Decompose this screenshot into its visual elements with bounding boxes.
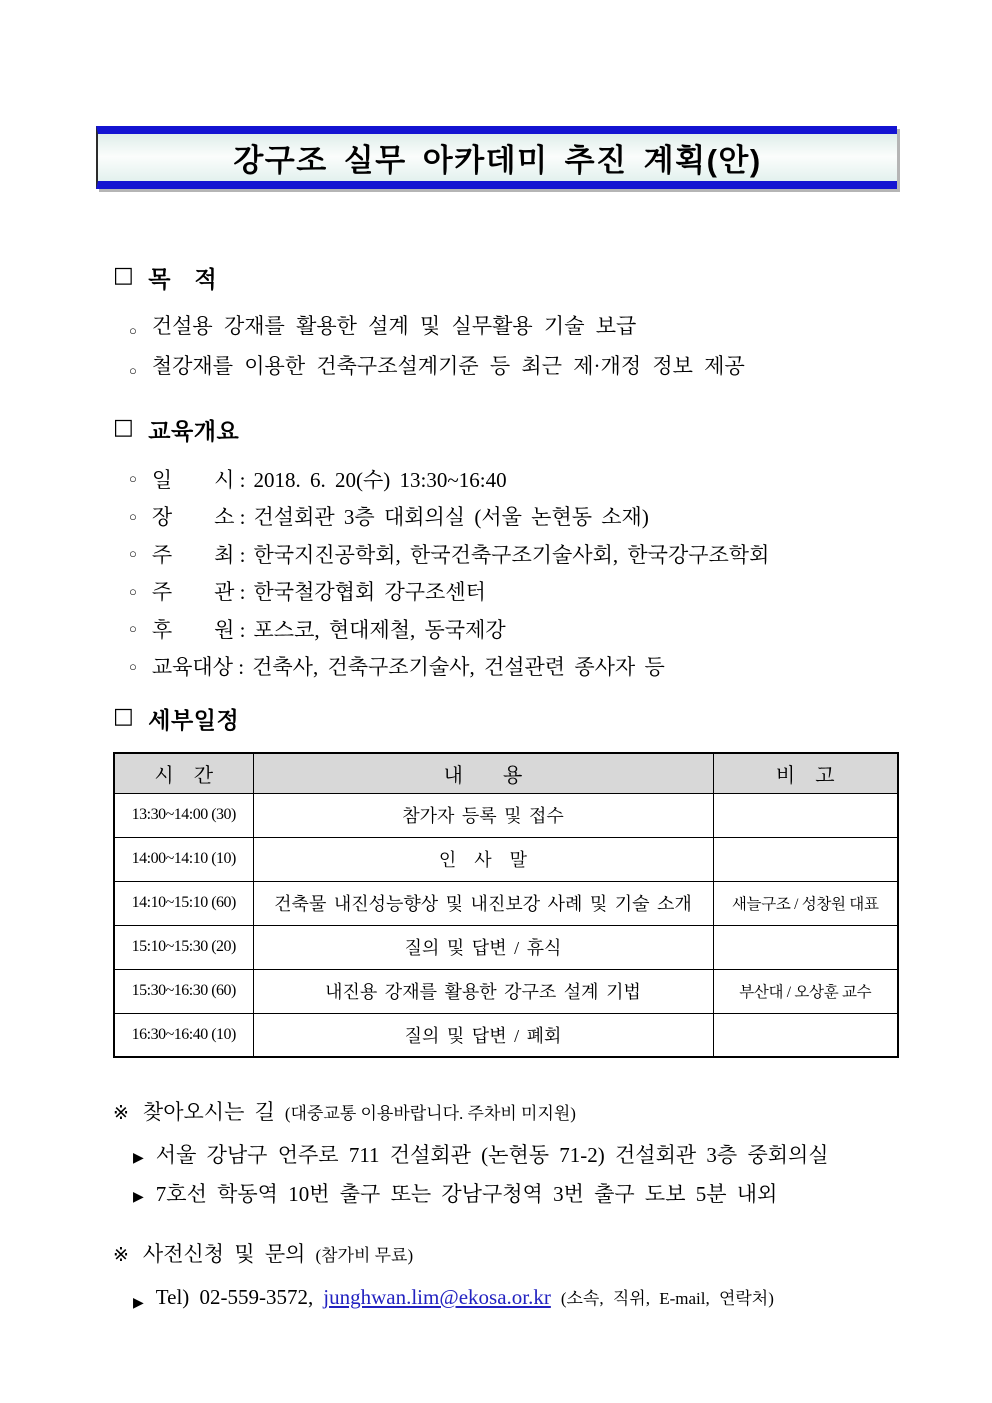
schedule-time: 15:30~16:30 (60) bbox=[114, 969, 253, 1013]
directions-lines bbox=[113, 1139, 899, 1217]
list-item bbox=[113, 498, 899, 536]
schedule-time: 14:10~15:10 (60) bbox=[114, 881, 253, 925]
table-row bbox=[114, 1013, 898, 1057]
table-row bbox=[114, 969, 898, 1013]
schedule-note: 부산대 / 오상훈 교수 bbox=[713, 969, 898, 1013]
circle-bullet-icon: ○ bbox=[129, 546, 137, 562]
overview-item-value: 한국지진공학회, 한국건축구조기술사회, 한국강구조학회 bbox=[253, 542, 770, 567]
contact-note: (참가비 무료) bbox=[315, 1246, 414, 1265]
schedule-heading-label: 세부일정 bbox=[148, 707, 240, 733]
reference-mark-icon: ※ bbox=[113, 1245, 129, 1266]
square-marker-icon: □ bbox=[113, 703, 135, 729]
contact-tel: Tel) 02-559-3572, bbox=[155, 1285, 314, 1309]
overview-heading-label: 교육개요 bbox=[148, 418, 240, 444]
table-row bbox=[114, 925, 898, 969]
circle-bullet-icon: ○ bbox=[129, 471, 137, 487]
schedule-content: 건축물 내진성능향상 및 내진보강 사례 및 기술 소개 bbox=[253, 881, 713, 925]
column-header-note: 비 고 bbox=[713, 753, 898, 793]
arrow-right-icon: ▶ bbox=[133, 1189, 144, 1205]
schedule-time: 15:10~15:30 (20) bbox=[114, 925, 253, 969]
column-header-content: 내 용 bbox=[253, 753, 713, 793]
circle-bullet-icon: ○ bbox=[129, 583, 137, 599]
section-overview bbox=[113, 413, 899, 685]
directions-note: (대중교통 이용바랍니다. 주차비 미지원) bbox=[284, 1104, 576, 1123]
list-item bbox=[113, 310, 899, 350]
contact-heading bbox=[113, 1238, 899, 1268]
circle-bullet-icon: ○ bbox=[129, 362, 137, 378]
schedule-note bbox=[713, 837, 898, 881]
schedule-content: 질의 및 답변 / 폐회 bbox=[253, 1013, 713, 1057]
schedule-note: 새늘구조 / 성창원 대표 bbox=[713, 881, 898, 925]
contact-email-note: (소속, 직위, E-mail, 연락처) bbox=[560, 1289, 774, 1308]
schedule-content: 내진용 강재를 활용한 강구조 설계 기법 bbox=[253, 969, 713, 1013]
list-item bbox=[113, 573, 899, 611]
purpose-bullet-text: 건설용 강재를 활용한 설계 및 실무활용 기술 보급 bbox=[151, 314, 637, 338]
overview-item-value: 건축사, 건축구조기술사, 건설관련 종사자 등 bbox=[252, 655, 665, 680]
schedule-note bbox=[713, 793, 898, 837]
overview-item-label: 주 관 : bbox=[151, 580, 246, 605]
list-item bbox=[113, 350, 899, 390]
overview-list bbox=[113, 460, 899, 685]
overview-item-label: 일 시 : bbox=[151, 467, 246, 492]
circle-bullet-icon: ○ bbox=[129, 621, 137, 637]
circle-bullet-icon: ○ bbox=[129, 658, 137, 674]
section-purpose bbox=[113, 261, 899, 390]
list-item bbox=[113, 648, 899, 686]
page-title: 강구조 실무 아카데미 추진 계획(안) bbox=[233, 143, 762, 178]
schedule-content: 질의 및 답변 / 휴식 bbox=[253, 925, 713, 969]
contact-block bbox=[113, 1238, 899, 1323]
schedule-content: 참가자 등록 및 접수 bbox=[253, 793, 713, 837]
purpose-heading bbox=[113, 261, 899, 294]
list-item bbox=[113, 460, 899, 498]
directions-line-text: 서울 강남구 언주로 711 건설회관 (논현동 71-2) 건설회관 3층 중회의실 bbox=[155, 1143, 829, 1167]
column-header-time: 시 간 bbox=[114, 753, 253, 793]
arrow-right-icon: ▶ bbox=[133, 1295, 144, 1311]
overview-item-label: 주 최 : bbox=[151, 542, 246, 567]
overview-item-label: 장 소 : bbox=[151, 505, 246, 530]
title-banner bbox=[96, 126, 897, 189]
directions-title: 찾아오시는 길 bbox=[142, 1100, 275, 1124]
square-marker-icon: □ bbox=[113, 262, 135, 288]
square-marker-icon: □ bbox=[113, 414, 135, 440]
directions-heading bbox=[113, 1096, 899, 1126]
overview-item-value: 포스코, 현대제철, 동국제강 bbox=[253, 617, 506, 642]
overview-heading bbox=[113, 413, 899, 446]
schedule-table bbox=[113, 752, 899, 1058]
overview-item-label: 교육대상 : bbox=[151, 655, 245, 680]
table-row bbox=[114, 881, 898, 925]
list-item bbox=[133, 1139, 899, 1178]
arrow-right-icon: ▶ bbox=[133, 1150, 144, 1166]
schedule-heading bbox=[113, 702, 899, 735]
purpose-bullet-text: 철강재를 이용한 건축구조설계기준 등 최근 제·개정 정보 제공 bbox=[151, 354, 745, 378]
list-item bbox=[113, 535, 899, 573]
overview-item-value: 2018. 6. 20(수) 13:30~16:40 bbox=[253, 467, 507, 492]
schedule-time: 13:30~14:00 (30) bbox=[114, 793, 253, 837]
circle-bullet-icon: ○ bbox=[129, 322, 137, 338]
schedule-time: 14:00~14:10 (10) bbox=[114, 837, 253, 881]
schedule-note bbox=[713, 925, 898, 969]
directions-line-text: 7호선 학동역 10번 출구 또는 강남구청역 3번 출구 도보 5분 내외 bbox=[155, 1182, 778, 1206]
directions-block bbox=[113, 1096, 899, 1217]
reference-mark-icon: ※ bbox=[113, 1103, 129, 1124]
overview-item-label: 후 원 : bbox=[151, 617, 246, 642]
purpose-bullet-list bbox=[113, 310, 899, 390]
list-item bbox=[133, 1284, 899, 1323]
contact-email-link[interactable]: junghwan.lim@ekosa.or.kr bbox=[323, 1285, 551, 1309]
schedule-note bbox=[713, 1013, 898, 1057]
table-row bbox=[114, 793, 898, 837]
list-item bbox=[113, 610, 899, 648]
schedule-time: 16:30~16:40 (10) bbox=[114, 1013, 253, 1057]
table-header-row bbox=[114, 753, 898, 793]
contact-title: 사전신청 및 문의 bbox=[142, 1242, 306, 1266]
circle-bullet-icon: ○ bbox=[129, 508, 137, 524]
overview-item-value: 한국철강협회 강구조센터 bbox=[253, 580, 486, 605]
contact-lines bbox=[113, 1284, 899, 1323]
table-row bbox=[114, 837, 898, 881]
overview-item-value: 건설회관 3층 대회의실 (서울 논현동 소재) bbox=[253, 505, 649, 530]
schedule-content: 인 사 말 bbox=[253, 837, 713, 881]
purpose-heading-label: 목 적 bbox=[148, 266, 218, 292]
list-item bbox=[133, 1178, 899, 1217]
section-schedule bbox=[113, 702, 899, 735]
